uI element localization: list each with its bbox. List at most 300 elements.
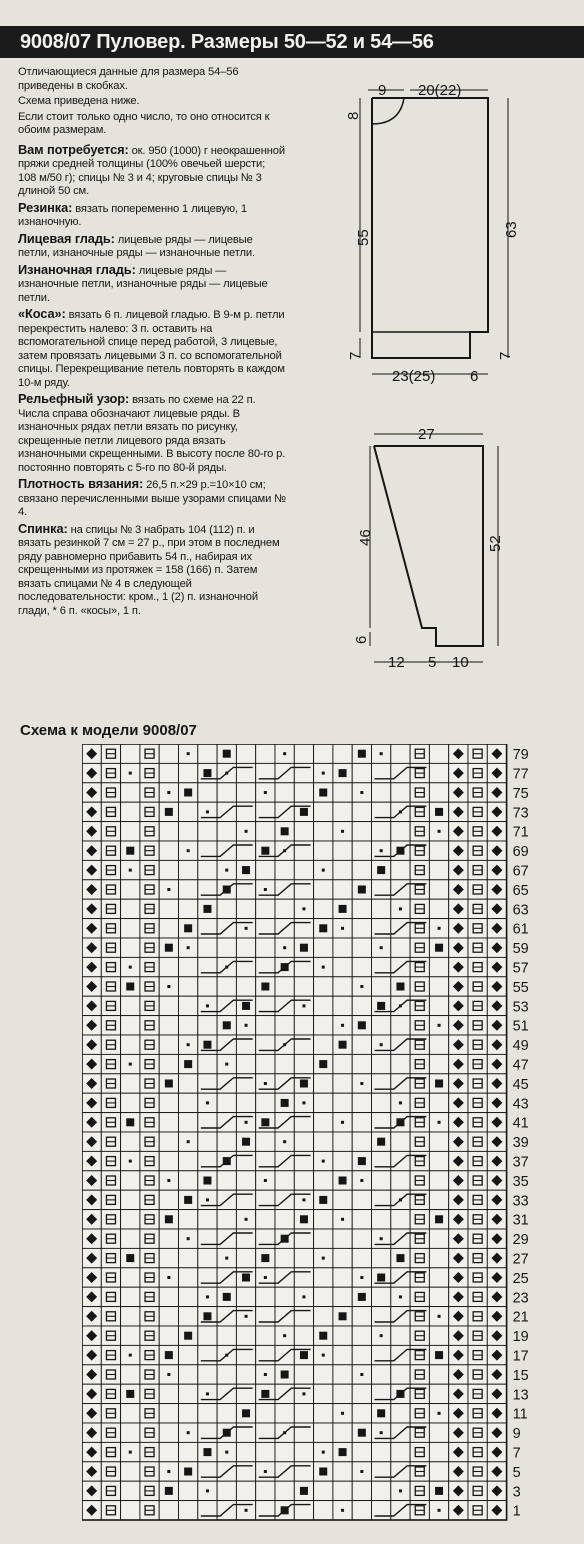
chart-cell <box>256 1054 275 1073</box>
chart-cell <box>352 763 371 782</box>
chart-cell <box>275 977 294 996</box>
chart-cell <box>294 1016 313 1035</box>
chart-cell <box>372 1462 391 1481</box>
chart-cell <box>429 880 448 899</box>
chart-cell <box>372 763 391 782</box>
filled-square-mark <box>339 769 347 777</box>
chart-cell <box>217 1093 236 1112</box>
chart-cell <box>217 938 236 957</box>
chart-cell <box>391 783 410 802</box>
chart-cell <box>159 899 178 918</box>
row-label: 35 <box>512 1173 529 1190</box>
row-label: 13 <box>512 1387 529 1404</box>
chart-cell <box>236 1151 255 1170</box>
row-label: 79 <box>512 747 529 764</box>
chart-cell <box>391 1132 410 1151</box>
chart-cell <box>159 996 178 1015</box>
filled-square-mark <box>339 905 347 913</box>
chart-cell <box>333 880 352 899</box>
row-label: 49 <box>512 1038 529 1055</box>
row-labels <box>513 747 529 1520</box>
chart-cell <box>217 899 236 918</box>
chart-cell <box>294 744 313 763</box>
chart-cell <box>179 1404 198 1423</box>
section-materials <box>18 143 286 199</box>
filled-square-mark <box>165 1080 173 1088</box>
chart-cell <box>352 1035 371 1054</box>
dot-mark <box>264 888 267 891</box>
dot-mark <box>167 1373 170 1376</box>
chart-cell <box>372 1171 391 1190</box>
row-label: 25 <box>512 1270 529 1287</box>
chart-cell <box>352 957 371 976</box>
row-label: 47 <box>512 1057 529 1074</box>
dot-mark <box>438 830 441 833</box>
section-stockinette-key: Лицевая гладь: <box>18 230 115 246</box>
dot-mark <box>341 1509 344 1512</box>
filled-square-mark <box>377 866 385 874</box>
filled-square-mark <box>319 924 327 932</box>
filled-square-mark <box>184 1196 192 1204</box>
chart-cell <box>352 841 371 860</box>
dot-mark <box>187 849 190 852</box>
filled-square-mark <box>126 847 134 855</box>
chart-cell <box>333 1423 352 1442</box>
filled-square-mark <box>261 847 269 855</box>
dot-mark <box>380 849 383 852</box>
dot-mark <box>129 1063 132 1066</box>
dot-mark <box>167 1179 170 1182</box>
row-label: 7 <box>512 1445 521 1462</box>
chart-cell <box>121 1404 140 1423</box>
chart-cell <box>198 1423 217 1442</box>
section-gauge-key: Плотность вязания: <box>18 476 144 491</box>
chart-cell <box>314 977 333 996</box>
filled-square-mark <box>435 944 443 952</box>
chart-cell <box>179 957 198 976</box>
chart-cell <box>294 1151 313 1170</box>
dot-mark <box>360 1470 363 1473</box>
filled-square-mark <box>358 1157 366 1165</box>
chart-cell <box>314 880 333 899</box>
chart-cell <box>333 1054 352 1073</box>
chart-cell <box>159 1423 178 1442</box>
chart-cell <box>121 1501 140 1520</box>
chart-cell <box>256 1481 275 1500</box>
chart-cell <box>179 1345 198 1364</box>
chart-cell <box>429 1423 448 1442</box>
chart-cell <box>236 1248 255 1267</box>
filled-square-mark <box>203 1041 211 1049</box>
filled-square-mark <box>126 983 134 991</box>
dot-mark <box>187 946 190 949</box>
row-label: 19 <box>512 1329 529 1346</box>
filled-square-mark <box>203 905 211 913</box>
chart-cell <box>314 899 333 918</box>
filled-square-mark <box>184 789 192 797</box>
chart-cell <box>236 1384 255 1403</box>
section-rib-key: Резинка: <box>18 199 73 215</box>
chart-cell <box>429 1035 448 1054</box>
body-label-height-inner: 55 <box>355 229 372 246</box>
dot-mark <box>245 830 248 833</box>
dot-mark <box>206 1295 209 1298</box>
chart-cell <box>275 1210 294 1229</box>
chart-cell <box>314 1113 333 1132</box>
chart-cell <box>236 841 255 860</box>
dot-mark <box>283 752 286 755</box>
chart-cell <box>333 1365 352 1384</box>
chart-cell <box>333 1268 352 1287</box>
chart-cell <box>314 938 333 957</box>
chart-cell <box>294 957 313 976</box>
chart-cell <box>179 1481 198 1500</box>
chart-cell <box>198 1404 217 1423</box>
chart-cell <box>372 957 391 976</box>
chart-cell <box>391 938 410 957</box>
filled-square-mark <box>319 1060 327 1068</box>
chart-cell <box>159 860 178 879</box>
chart-cell <box>256 1307 275 1326</box>
chart-cell <box>159 1248 178 1267</box>
row-label: 5 <box>512 1464 521 1481</box>
section-reverse-text: лицевые ряды — изнаночные петли, изнаночные ряды — лицевые петли. <box>18 264 268 304</box>
row-label: 1 <box>512 1503 521 1520</box>
chart-cell <box>429 957 448 976</box>
dot-mark <box>245 1315 248 1318</box>
dot-mark <box>206 1101 209 1104</box>
chart-cell <box>121 1132 140 1151</box>
chart-cell <box>159 1326 178 1345</box>
chart-cell <box>198 1345 217 1364</box>
chart-cell <box>159 1404 178 1423</box>
chart-cell <box>121 996 140 1015</box>
row-label: 67 <box>512 863 529 880</box>
dot-mark <box>187 1140 190 1143</box>
chart-cell <box>275 899 294 918</box>
chart-cell <box>256 1190 275 1209</box>
pattern-diagrams <box>330 76 580 676</box>
filled-square-mark <box>300 808 308 816</box>
dot-mark <box>341 927 344 930</box>
chart-cell <box>159 1113 178 1132</box>
filled-square-mark <box>261 1390 269 1398</box>
chart-cell <box>333 1229 352 1248</box>
chart-cell <box>333 1287 352 1306</box>
dot-mark <box>360 1276 363 1279</box>
chart-cell <box>314 1171 333 1190</box>
chart-cell <box>372 1307 391 1326</box>
section-gauge-text: 26,5 п.×29 р.=10×10 см; связано перечисленными выше узорами спицами № 4. <box>18 479 286 518</box>
chart-cell <box>179 880 198 899</box>
chart-cell <box>256 938 275 957</box>
chart-cell <box>121 1423 140 1442</box>
chart-cell <box>429 1248 448 1267</box>
dot-mark <box>302 1101 305 1104</box>
dot-mark <box>341 1121 344 1124</box>
chart-cell <box>352 1093 371 1112</box>
dot-mark <box>129 1354 132 1357</box>
chart-cell <box>121 938 140 957</box>
sleeve-pattern-diagram <box>370 434 498 662</box>
chart-cell <box>391 822 410 841</box>
chart-cell <box>121 1093 140 1112</box>
chart-cell <box>198 1113 217 1132</box>
chart-cell <box>159 919 178 938</box>
filled-square-mark <box>126 1118 134 1126</box>
chart-cell <box>256 1423 275 1442</box>
chart-cell <box>372 1501 391 1520</box>
chart-cell <box>198 880 217 899</box>
chart-cell <box>352 1054 371 1073</box>
row-label: 73 <box>512 805 529 822</box>
chart-cell <box>179 1151 198 1170</box>
dot-mark <box>129 1451 132 1454</box>
chart-cell <box>275 860 294 879</box>
row-label: 11 <box>512 1406 528 1423</box>
chart-cell <box>159 1190 178 1209</box>
chart-cell <box>256 1229 275 1248</box>
row-label: 37 <box>512 1154 529 1171</box>
filled-square-mark <box>281 1099 289 1107</box>
chart-cell <box>121 1171 140 1190</box>
chart-cell <box>314 744 333 763</box>
chart-cell <box>352 1345 371 1364</box>
chart-cell <box>391 1365 410 1384</box>
chart-cell <box>198 841 217 860</box>
filled-square-mark <box>184 924 192 932</box>
chart-cell <box>372 1016 391 1035</box>
dot-mark <box>167 1276 170 1279</box>
chart-cell <box>256 1016 275 1035</box>
chart-cell <box>159 1287 178 1306</box>
sleeve-label-5: 5 <box>428 654 437 671</box>
dot-mark <box>322 1354 325 1357</box>
dot-mark <box>380 1334 383 1337</box>
chart-cell <box>198 919 217 938</box>
row-label: 31 <box>512 1212 529 1229</box>
row-label: 43 <box>512 1096 529 1113</box>
chart-cell <box>352 1481 371 1500</box>
dot-mark <box>399 1101 402 1104</box>
chart-cell <box>121 919 140 938</box>
chart-cell <box>256 1035 275 1054</box>
filled-square-mark <box>203 1312 211 1320</box>
chart-cell <box>236 1074 255 1093</box>
chart-cell <box>256 1345 275 1364</box>
section-relief <box>18 392 286 475</box>
chart-cell <box>236 957 255 976</box>
section-stockinette-text: лицевые ряды — лицевые петли, изнаночные ряды — изнаночные петли. <box>18 233 255 259</box>
dot-mark <box>360 1082 363 1085</box>
chart-cell <box>198 783 217 802</box>
chart-cell <box>121 880 140 899</box>
chart-cell <box>217 1210 236 1229</box>
chart-cell <box>333 1093 352 1112</box>
sleeve-label-12: 12 <box>388 654 405 671</box>
dot-mark <box>380 1043 383 1046</box>
chart-cell <box>256 919 275 938</box>
chart-cell <box>179 822 198 841</box>
dot-mark <box>283 946 286 949</box>
chart-cell <box>198 1229 217 1248</box>
chart-cell <box>372 1481 391 1500</box>
section-back-key: Спинка: <box>18 520 68 536</box>
chart-cell <box>198 957 217 976</box>
dot-mark <box>264 791 267 794</box>
chart-cell <box>217 1404 236 1423</box>
chart-cell <box>294 1404 313 1423</box>
article-header <box>0 26 584 58</box>
dot-mark <box>264 1276 267 1279</box>
chart-cell <box>236 1481 255 1500</box>
body-label-rib-left: 7 <box>347 351 364 360</box>
chart-cell <box>236 1442 255 1461</box>
body-label-width: 23(25) <box>392 368 436 385</box>
chart-cell <box>275 1287 294 1306</box>
chart-cell <box>429 860 448 879</box>
chart-cell <box>198 1268 217 1287</box>
filled-square-mark <box>339 1177 347 1185</box>
chart-cell <box>294 763 313 782</box>
filled-square-mark <box>435 808 443 816</box>
filled-square-mark <box>126 1254 134 1262</box>
chart-cell <box>294 1132 313 1151</box>
section-reverse-key: Изнаночная гладь: <box>18 261 136 277</box>
chart-cell <box>333 1326 352 1345</box>
chart-cell <box>256 1404 275 1423</box>
chart-cell <box>236 1345 255 1364</box>
chart-cell <box>121 744 140 763</box>
row-label: 51 <box>512 1018 529 1035</box>
instructions-text <box>18 66 286 620</box>
dot-mark <box>322 1257 325 1260</box>
filled-square-mark <box>203 1177 211 1185</box>
chart-cell <box>429 744 448 763</box>
section-materials-key: Вам потребуется: <box>18 141 129 157</box>
chart-cell <box>372 880 391 899</box>
chart-cell <box>217 1326 236 1345</box>
filled-square-mark <box>281 827 289 835</box>
chart-cell <box>179 996 198 1015</box>
chart-cell <box>314 1287 333 1306</box>
knitting-chart-grid <box>82 744 562 1530</box>
chart-cell <box>372 1442 391 1461</box>
chart-cell <box>294 1326 313 1345</box>
chart-cell <box>179 1074 198 1093</box>
dot-mark <box>264 1179 267 1182</box>
chart-cell <box>372 1365 391 1384</box>
chart-cell <box>333 802 352 821</box>
dot-mark <box>245 1121 248 1124</box>
chart-cell <box>121 783 140 802</box>
dot-mark <box>380 1431 383 1434</box>
row-label: 77 <box>512 766 529 783</box>
dot-mark <box>399 1295 402 1298</box>
filled-square-mark <box>377 1409 385 1417</box>
chart-cell <box>236 899 255 918</box>
chart-cell <box>429 899 448 918</box>
chart-cell <box>294 841 313 860</box>
chart-cell <box>256 860 275 879</box>
sleeve-outline <box>374 446 483 646</box>
chart-cell <box>352 919 371 938</box>
chart-cell <box>333 783 352 802</box>
chart-cell <box>121 1365 140 1384</box>
chart-cell <box>159 1501 178 1520</box>
chart-cell <box>429 1365 448 1384</box>
chart-cell <box>179 1287 198 1306</box>
chart-cell <box>352 1404 371 1423</box>
dot-mark <box>283 1334 286 1337</box>
chart-cell <box>236 1229 255 1248</box>
dot-mark <box>245 927 248 930</box>
chart-cell <box>372 919 391 938</box>
filled-square-mark <box>300 1351 308 1359</box>
chart-cell <box>236 1054 255 1073</box>
filled-square-mark <box>203 1448 211 1456</box>
filled-square-mark <box>358 750 366 758</box>
dot-mark <box>167 985 170 988</box>
dot-mark <box>129 966 132 969</box>
dot-mark <box>206 1198 209 1201</box>
filled-square-mark <box>242 1138 250 1146</box>
chart-cell <box>352 802 371 821</box>
dot-mark <box>167 888 170 891</box>
filled-square-mark <box>396 983 404 991</box>
body-label-edge: 6 <box>470 368 479 385</box>
chart-cell <box>256 744 275 763</box>
chart-cell <box>198 744 217 763</box>
chart-cell <box>275 1016 294 1035</box>
row-label: 41 <box>512 1115 529 1132</box>
sleeve-label-10: 10 <box>452 654 469 671</box>
chart-cell <box>333 1132 352 1151</box>
chart-cell <box>121 1229 140 1248</box>
dot-mark <box>264 1082 267 1085</box>
schema-title: Схема к модели 9008/07 <box>20 722 197 739</box>
filled-square-mark <box>223 1021 231 1029</box>
chart-cell <box>429 1442 448 1461</box>
dot-mark <box>360 1373 363 1376</box>
chart-cell <box>314 1384 333 1403</box>
chart-cell <box>179 860 198 879</box>
row-label: 23 <box>512 1290 529 1307</box>
row-label: 61 <box>512 921 529 938</box>
dot-mark <box>129 1160 132 1163</box>
row-label: 63 <box>512 902 529 919</box>
chart-cell <box>275 1442 294 1461</box>
chart-cell <box>179 1365 198 1384</box>
dot-mark <box>187 752 190 755</box>
dot-mark <box>245 1509 248 1512</box>
chart-cell <box>352 822 371 841</box>
chart-cell <box>372 1345 391 1364</box>
chart-cell <box>236 1093 255 1112</box>
dot-mark <box>380 946 383 949</box>
filled-square-mark <box>319 1332 327 1340</box>
row-label: 65 <box>512 882 529 899</box>
chart-cell <box>159 1307 178 1326</box>
filled-square-mark <box>358 1429 366 1437</box>
chart-cell <box>121 802 140 821</box>
chart-cell <box>314 1423 333 1442</box>
chart-cell <box>159 1151 178 1170</box>
dot-mark <box>380 1237 383 1240</box>
chart-cell <box>256 996 275 1015</box>
chart-cell <box>333 938 352 957</box>
dot-mark <box>283 1140 286 1143</box>
